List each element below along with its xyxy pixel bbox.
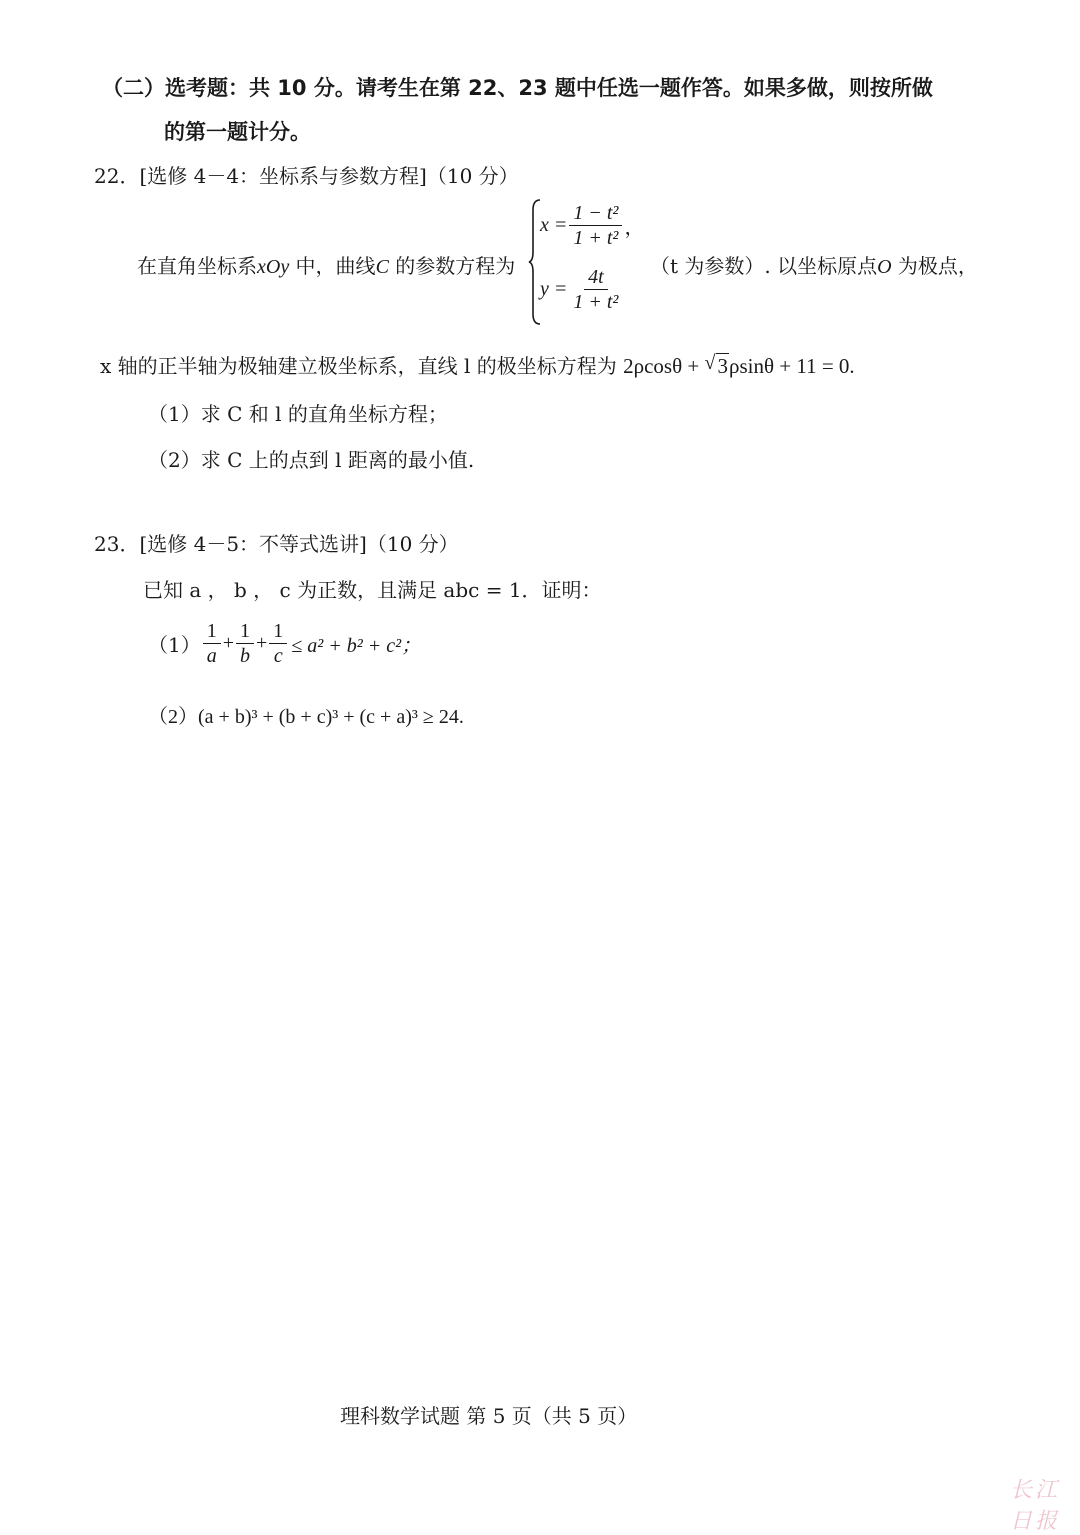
q22-part1: （1）求 C 和 l 的直角坐标方程；: [148, 402, 448, 426]
equation-x: [540, 202, 644, 249]
plus-sign: +: [222, 632, 235, 654]
frac-1-over-b: $\frac{1}{b}$: [236, 620, 254, 667]
eq-y-denominator: 1 + t²: [573, 291, 619, 313]
frac-den-b: b: [240, 645, 251, 667]
q22-param-tail: 为极点，: [891, 254, 978, 278]
q22-intro-before: 在直角坐标系: [137, 254, 257, 278]
q23-given: 已知 a ， b ， c 为正数，且满足 abc = 1．证明：: [143, 578, 602, 602]
q22-param-note-text: （t 为参数）. 以坐标原点: [650, 254, 878, 278]
q22-origin-o: O: [877, 256, 892, 278]
frac-1-over-c: $\frac{1}{c}$: [269, 620, 287, 667]
eq-x-lhs: x =: [540, 214, 568, 236]
frac-1-over-a: $\frac{1}{a}$: [203, 620, 221, 667]
q22-intro-after: 的参数方程为: [388, 254, 516, 278]
newspaper-watermark: 长江日报: [1010, 1478, 1061, 1534]
q22-param-note: [650, 250, 978, 279]
q23-part2: （2）(a + b)³ + (b + c)³ + (c + a)³ ≥ 24.: [148, 706, 464, 728]
q23-title: 23．[选修 4－5：不等式选讲]（10 分）: [94, 532, 459, 556]
sqrt-value: 3: [717, 354, 728, 378]
parametric-equation-system: [528, 198, 648, 326]
plus-sign: +: [256, 632, 268, 654]
frac-den-c: c: [273, 645, 283, 667]
eq-x-denominator: 1 + t²: [573, 227, 619, 249]
eq-y-lhs: y =: [540, 278, 568, 300]
polar-equation: [623, 354, 855, 378]
q22-title: 22．[选修 4－4：坐标系与参数方程]（10 分）: [94, 164, 519, 188]
eq-y-numerator: 4t: [584, 266, 608, 290]
eq-x-fraction: [569, 202, 622, 249]
polar-eq-part-a: 2ρcosθ +: [623, 354, 700, 378]
section-heading-line2: 的第一题计分。: [164, 120, 311, 144]
page-footer: 理科数学试题 第 5 页（共 5 页）: [340, 1404, 638, 1428]
section-heading-line1: （二）选考题：共 10 分。请考生在第 22、23 题中任选一题作答。如果多做，则按所做: [102, 76, 933, 100]
q22-intro: [137, 250, 515, 279]
sqrt-icon: √ 3: [704, 352, 728, 378]
q22-xoy: xOy: [257, 256, 290, 278]
eq-x-numerator: 1 − t²: [569, 202, 622, 226]
eq-x-tail: ，: [624, 217, 645, 239]
q22-line2-text: x 轴的正半轴为极轴建立极坐标系，直线 l 的极坐标方程为: [100, 354, 617, 378]
polar-eq-part-b: ρsinθ + 11 = 0.: [728, 354, 855, 378]
eq-y-fraction: [569, 266, 622, 313]
q22-intro-mid: 中，曲线: [289, 254, 376, 278]
q23-part1-label: （1）: [148, 633, 201, 657]
q22-part2: （2）求 C 上的点到 l 距离的最小值.: [148, 448, 475, 472]
q22-curve-c: C: [375, 256, 389, 278]
frac-den-a: a: [206, 645, 217, 667]
q23-part1: [148, 620, 421, 667]
q22-polar-line: [100, 350, 855, 379]
q23-part1-rhs: ≤ a² + b² + c²；: [291, 635, 422, 657]
equation-y: [540, 266, 624, 313]
